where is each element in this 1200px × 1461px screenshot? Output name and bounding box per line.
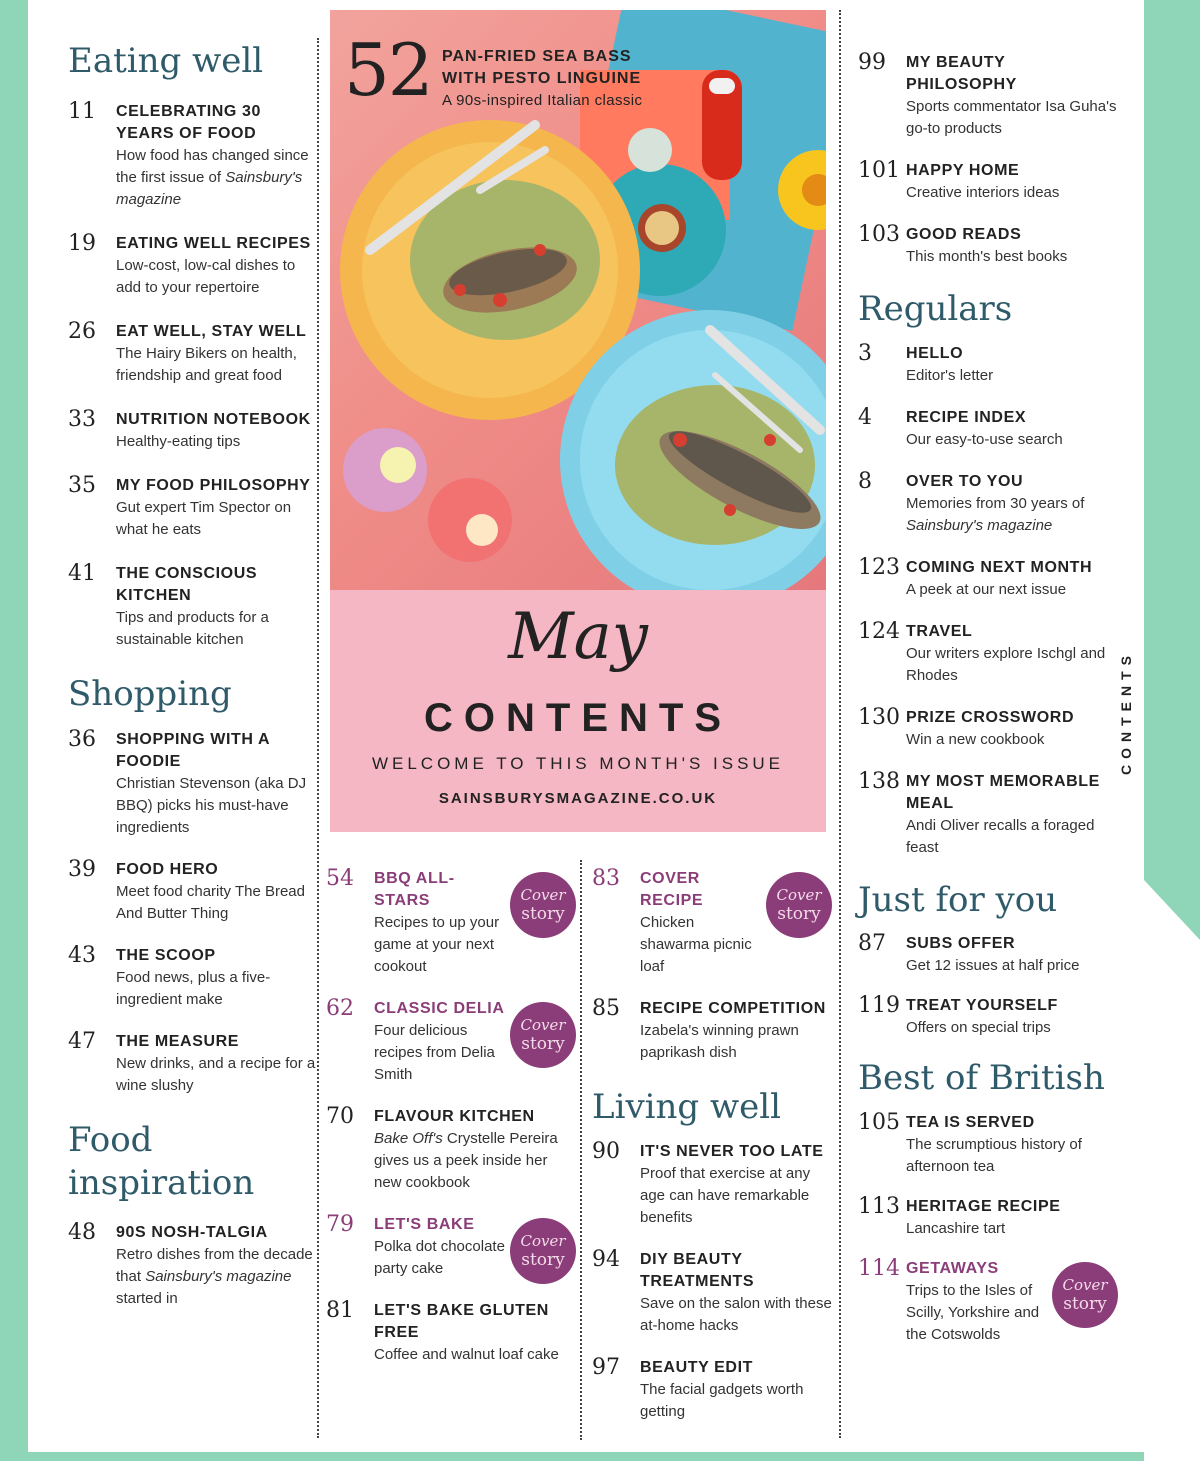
contents-entry[interactable] xyxy=(858,160,1118,204)
page-number: 35 xyxy=(68,472,96,498)
badge-line1: Cover xyxy=(776,886,822,904)
entry-title: MY BEAUTY PHILOSOPHY xyxy=(906,54,1017,93)
month-script: May xyxy=(508,600,648,674)
entry-description xyxy=(906,729,1118,751)
entry-description xyxy=(116,607,318,651)
contents-entry[interactable] xyxy=(326,1300,576,1366)
desc-text: This month's best books xyxy=(906,248,1068,265)
contents-entry[interactable] xyxy=(858,1255,1118,1346)
desc-text: Sports commentator Isa Guha's go-to products xyxy=(906,98,1117,137)
entry-title: FLAVOUR KITCHEN xyxy=(374,1108,535,1125)
desc-text: Our writers explore Ischgl and Rhodes xyxy=(906,644,1106,684)
section-title-food-inspiration xyxy=(68,1119,318,1204)
page-number: 85 xyxy=(592,996,620,1021)
page-number: 130 xyxy=(858,704,900,730)
contents-entry[interactable] xyxy=(326,1214,576,1280)
divider xyxy=(580,860,582,1440)
entry-title: GOOD READS xyxy=(906,226,1022,243)
entry-title: THE SCOOP xyxy=(116,947,216,964)
page-number: 26 xyxy=(68,318,96,344)
entry-title: 90S NOSH-TALGIA xyxy=(116,1224,268,1241)
entry-description xyxy=(906,365,1118,387)
contents-entry[interactable] xyxy=(68,98,318,211)
desc-text: Tips and products for a sustainable kitchen xyxy=(116,608,269,648)
contents-entry[interactable] xyxy=(68,1222,318,1310)
page-number: 105 xyxy=(858,1109,900,1135)
entry-description xyxy=(906,643,1118,687)
contents-entry[interactable] xyxy=(858,995,1118,1039)
entry-description xyxy=(640,912,762,978)
contents-entry[interactable] xyxy=(68,406,318,453)
entry-description xyxy=(116,255,318,299)
desc-text: Four delicious recipes from Delia Smith xyxy=(374,1022,495,1083)
entry-description xyxy=(374,1236,506,1280)
entry-title: TEA IS SERVED xyxy=(906,1113,1035,1131)
contents-heading: CONTENTS xyxy=(424,696,732,740)
page-number: 62 xyxy=(326,996,354,1021)
contents-entry[interactable] xyxy=(858,52,1118,140)
badge-line2: story xyxy=(521,904,565,924)
entry-title: THE CONSCIOUS KITCHEN xyxy=(116,564,258,604)
hero-title-line2: WITH PESTO LINGUINE xyxy=(442,70,642,87)
contents-entry[interactable] xyxy=(592,1138,832,1229)
page-number: 97 xyxy=(592,1354,620,1380)
desc-text: The facial gadgets worth getting xyxy=(640,1380,804,1420)
entry-description xyxy=(906,246,1118,268)
section-title-eating-well: Eating well xyxy=(68,41,264,81)
contents-header-panel xyxy=(330,590,826,832)
contents-entry[interactable] xyxy=(68,560,318,651)
entry-title: CELEBRATING 30 YEARS OF FOOD xyxy=(116,102,262,142)
entry-title: DIY BEAUTY TREATMENTS xyxy=(640,1250,755,1290)
badge-line1: Cover xyxy=(520,1232,566,1250)
page-number: 54 xyxy=(326,866,354,891)
entry-description xyxy=(116,1053,318,1097)
contents-entry[interactable] xyxy=(326,998,576,1086)
page-number: 113 xyxy=(858,1193,900,1219)
cover-story-badge xyxy=(1052,1262,1118,1328)
hero-number: 52 xyxy=(344,28,432,112)
entry-title: HELLO xyxy=(906,344,964,362)
desc-text: Food news, plus a five-ingredient make xyxy=(116,969,271,1008)
page-number: 39 xyxy=(68,857,96,882)
hero-subtitle: A 90s-inspired Italian classic xyxy=(442,92,643,109)
entry-title: PRIZE CROSSWORD xyxy=(906,708,1075,726)
page-number: 94 xyxy=(592,1246,620,1272)
entry-description xyxy=(640,1379,832,1423)
entry-title: EATING WELL RECIPES xyxy=(116,234,311,252)
hero-title-line1: PAN-FRIED SEA BASS xyxy=(442,48,632,65)
entry-title: HAPPY HOME xyxy=(906,162,1020,179)
page-number: 43 xyxy=(68,943,96,968)
entry-description xyxy=(906,1017,1118,1039)
page-number: 41 xyxy=(68,560,96,586)
cover-story-badge xyxy=(510,1002,576,1068)
entry-description xyxy=(906,579,1118,601)
entry-title: COVER RECIPE xyxy=(640,870,704,909)
page-corner-cut xyxy=(1144,0,1200,1461)
right-column xyxy=(858,52,1118,1364)
contents-entry[interactable] xyxy=(858,554,1118,601)
contents-page xyxy=(28,0,1144,1452)
badge-line1: Cover xyxy=(520,1016,566,1034)
contents-entry[interactable] xyxy=(858,1193,1118,1240)
contents-entry[interactable] xyxy=(592,998,832,1064)
page-number: 87 xyxy=(858,931,886,956)
entry-description xyxy=(906,1280,1048,1346)
desc-text: The Hairy Bikers on health, friendship and great food xyxy=(116,344,297,384)
entry-description xyxy=(906,493,1118,537)
contents-entry[interactable] xyxy=(858,340,1118,387)
badge-line1: Cover xyxy=(1062,1275,1108,1294)
entry-description xyxy=(374,912,506,978)
entry-title: LET'S BAKE xyxy=(374,1216,475,1233)
desc-text: Polka dot chocolate party cake xyxy=(374,1238,505,1277)
desc-text: Our easy-to-use search xyxy=(906,430,1063,448)
contents-entry[interactable] xyxy=(68,859,318,925)
page-number: 119 xyxy=(858,993,900,1018)
side-tab-label: CONTENTS xyxy=(1118,650,1134,775)
contents-entry[interactable] xyxy=(858,224,1118,268)
contents-entry[interactable] xyxy=(858,1109,1118,1178)
page-number: 11 xyxy=(68,98,96,124)
contents-entry[interactable] xyxy=(68,472,318,541)
page-number: 3 xyxy=(858,340,872,366)
entry-description xyxy=(116,967,318,1011)
desc-text: The scrumptious history of afternoon tea xyxy=(906,1135,1082,1175)
desc-text: Recipes to up your game at your next cookout xyxy=(374,914,500,975)
desc-text: Meet food charity The Bread And Butter Thing xyxy=(116,883,305,922)
badge-line2: story xyxy=(521,1250,565,1270)
entry-title: NUTRITION NOTEBOOK xyxy=(116,410,311,428)
desc-text: Lancashire tart xyxy=(906,1219,1006,1237)
badge-line2: story xyxy=(521,1034,565,1054)
entry-description xyxy=(116,773,318,839)
badge-line2: story xyxy=(777,904,821,924)
entry-description xyxy=(906,96,1118,140)
contents-entry[interactable] xyxy=(592,868,832,978)
contents-entry[interactable] xyxy=(858,704,1118,751)
entry-description xyxy=(640,1020,832,1064)
entry-title: COMING NEXT MONTH xyxy=(906,558,1093,576)
cover-story-badge xyxy=(766,872,832,938)
desc-text: Trips to the Isles of Scilly, Yorkshire and the Cotswolds xyxy=(906,1281,1040,1343)
desc-text: Izabela's winning prawn paprikash dish xyxy=(640,1022,799,1061)
entry-title: IT'S NEVER TOO LATE xyxy=(640,1142,824,1160)
contents-entry[interactable] xyxy=(68,318,318,387)
entry-title: THE MEASURE xyxy=(116,1033,240,1050)
divider xyxy=(839,10,841,1438)
page-number: 33 xyxy=(68,406,96,432)
page-number: 138 xyxy=(858,768,900,794)
page-number: 124 xyxy=(858,618,900,644)
page-number: 8 xyxy=(858,468,872,494)
cover-feature[interactable] xyxy=(330,10,826,832)
cover-story-badge xyxy=(510,872,576,938)
entry-title: RECIPE COMPETITION xyxy=(640,1000,826,1017)
desc-text: started in xyxy=(116,1290,178,1307)
section-title-best-of-british: Best of British xyxy=(858,1058,1105,1098)
desc-italic: Sainsbury's magazine xyxy=(116,168,303,208)
entry-title: TRAVEL xyxy=(906,622,973,640)
desc-text: Christian Stevenson (aka DJ BBQ) picks his must-have ingredients xyxy=(116,775,307,836)
middle-column-a xyxy=(326,868,576,1386)
entry-title: EAT WELL, STAY WELL xyxy=(116,322,307,340)
entry-title: SHOPPING WITH A FOODIE xyxy=(116,731,270,770)
desc-text: Chicken shawarma picnic loaf xyxy=(640,914,752,975)
page-number: 101 xyxy=(858,158,900,183)
desc-text: Get 12 issues at half price xyxy=(906,957,1080,974)
page-number: 114 xyxy=(858,1255,900,1281)
page-number: 70 xyxy=(326,1104,354,1129)
entry-title: BBQ ALL-STARS xyxy=(374,870,455,909)
contents-entry[interactable] xyxy=(858,618,1118,687)
contents-entry[interactable] xyxy=(858,933,1118,977)
desc-text: New drinks, and a recipe for a wine slushy xyxy=(116,1055,316,1094)
entry-title: TREAT YOURSELF xyxy=(906,997,1058,1014)
desc-text: Retro dishes from the decade that xyxy=(116,1246,313,1285)
contents-entry[interactable] xyxy=(858,768,1118,859)
middle-column-b xyxy=(592,868,832,1443)
contents-entry[interactable] xyxy=(326,1106,576,1194)
welcome-line: WELCOME TO THIS MONTH'S ISSUE xyxy=(371,754,785,773)
entry-title: RECIPE INDEX xyxy=(906,408,1027,426)
page-number: 99 xyxy=(858,50,886,75)
entry-title: BEAUTY EDIT xyxy=(640,1358,753,1376)
page-number: 48 xyxy=(68,1220,96,1245)
desc-text: Memories from 30 years of xyxy=(906,494,1085,512)
contents-entry[interactable] xyxy=(68,230,318,299)
entry-title: MY FOOD PHILOSOPHY xyxy=(116,476,311,494)
contents-entry[interactable] xyxy=(68,729,318,839)
contents-entry[interactable] xyxy=(858,404,1118,451)
entry-title: OVER TO YOU xyxy=(906,472,1024,490)
desc-text: Creative interiors ideas xyxy=(906,184,1060,201)
entry-description xyxy=(116,145,318,211)
entry-title: SUBS OFFER xyxy=(906,935,1016,952)
cover-story-badge xyxy=(510,1218,576,1284)
website-link[interactable]: SAINSBURYSMAGAZINE.CO.UK xyxy=(438,790,718,807)
desc-text: Gut expert Tim Spector on what he eats xyxy=(116,498,292,538)
entry-description xyxy=(640,1163,832,1229)
desc-text: Win a new cookbook xyxy=(906,730,1045,748)
desc-italic: Sainsbury's magazine xyxy=(145,1268,292,1285)
entry-title: LET'S BAKE GLUTEN FREE xyxy=(374,1302,549,1341)
page-number: 4 xyxy=(858,404,872,430)
entry-title: GETAWAYS xyxy=(906,1259,999,1277)
contents-entry[interactable] xyxy=(326,868,576,978)
entry-title: HERITAGE RECIPE xyxy=(906,1197,1061,1215)
desc-text: Editor's letter xyxy=(906,366,994,384)
entry-description xyxy=(906,1134,1118,1178)
contents-entry[interactable] xyxy=(592,1246,832,1337)
divider xyxy=(317,38,319,1438)
page-number: 36 xyxy=(68,727,96,752)
page-number: 79 xyxy=(326,1212,354,1237)
section-title-just-for-you: Just for you xyxy=(858,879,1058,920)
entry-description xyxy=(374,1344,576,1366)
page-number: 103 xyxy=(858,222,900,247)
section-title-regulars: Regulars xyxy=(858,289,1013,329)
desc-italic: Bake Off's xyxy=(374,1130,443,1147)
entry-description xyxy=(906,955,1118,977)
contents-entry[interactable] xyxy=(68,1031,318,1097)
contents-entry[interactable] xyxy=(592,1354,832,1423)
entry-description xyxy=(906,182,1118,204)
page-number: 81 xyxy=(326,1298,354,1323)
hero-title xyxy=(442,46,642,112)
page-number: 83 xyxy=(592,866,620,891)
food-inspiration-line2: inspiration xyxy=(68,1162,255,1203)
entry-description xyxy=(116,497,318,541)
desc-text: Crystelle Pereira gives us a peek inside her new cookbook xyxy=(374,1130,558,1191)
desc-text: Proof that exercise at any age can have remarkable benefits xyxy=(640,1164,811,1226)
entry-description xyxy=(640,1293,832,1337)
entry-description xyxy=(116,881,318,925)
page-number: 123 xyxy=(858,554,900,580)
contents-entry[interactable] xyxy=(858,468,1118,537)
desc-italic: Sainsbury's magazine xyxy=(906,516,1053,534)
desc-text: Coffee and walnut loaf cake xyxy=(374,1346,559,1363)
entry-title: CLASSIC DELIA xyxy=(374,1000,505,1017)
desc-text: A peek at our next issue xyxy=(906,580,1067,598)
entry-title: MY MOST MEMORABLE MEAL xyxy=(906,772,1100,812)
desc-text: Offers on special trips xyxy=(906,1019,1051,1036)
contents-entry[interactable] xyxy=(68,945,318,1011)
badge-line1: Cover xyxy=(520,886,566,904)
section-title-living-well: Living well xyxy=(592,1087,781,1127)
desc-text: Healthy-eating tips xyxy=(116,432,241,450)
desc-text: Andi Oliver recalls a foraged feast xyxy=(906,816,1095,856)
entry-description xyxy=(374,1020,506,1086)
entry-title: FOOD HERO xyxy=(116,861,219,878)
entry-description xyxy=(116,431,318,453)
desc-text: How food has changed since the first issue of xyxy=(116,146,309,186)
left-column xyxy=(68,40,318,1310)
entry-description xyxy=(906,815,1118,859)
desc-text: Save on the salon with these at-home hacks xyxy=(640,1294,832,1334)
food-inspiration-line1: Food xyxy=(68,1120,153,1160)
entry-description xyxy=(906,429,1118,451)
entry-description xyxy=(374,1128,576,1194)
page-number: 19 xyxy=(68,230,96,256)
page-number: 47 xyxy=(68,1029,96,1054)
entry-description xyxy=(906,1218,1118,1240)
page-number: 90 xyxy=(592,1138,620,1164)
entry-description xyxy=(116,343,318,387)
section-title-shopping: Shopping xyxy=(68,673,232,714)
entry-description xyxy=(116,1244,318,1310)
badge-line2: story xyxy=(1063,1293,1107,1314)
desc-text: Low-cost, low-cal dishes to add to your repertoire xyxy=(116,256,296,296)
